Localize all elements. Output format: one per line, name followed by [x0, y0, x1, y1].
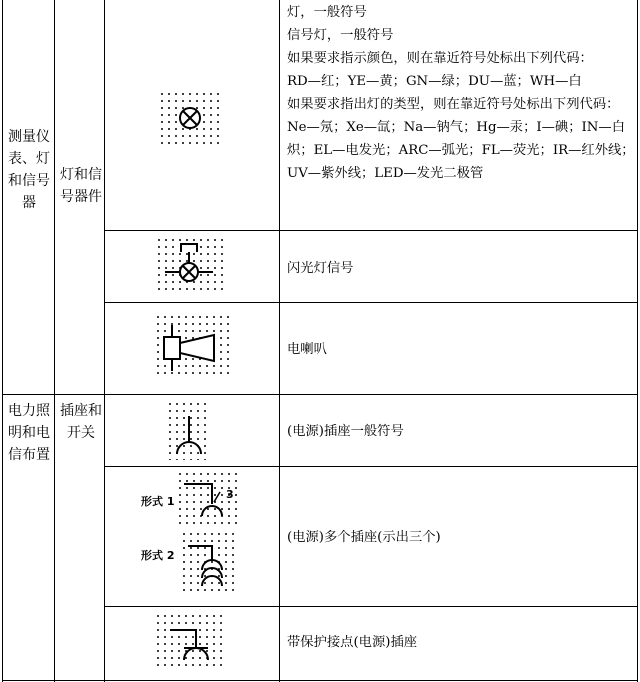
- desc-line: 带保护接点(电源)插座: [287, 635, 418, 650]
- protected-socket-icon: [156, 614, 226, 666]
- row-protected-socket-description: [287, 631, 635, 654]
- desc-line: 灯，一般符号: [287, 5, 367, 20]
- desc-line: 电喇叭: [287, 342, 327, 357]
- desc-line: 信号灯，一般符号: [287, 28, 394, 43]
- row-divider-2: [104, 302, 638, 303]
- table-border-right: [637, 0, 638, 682]
- electric-horn-icon: [156, 315, 230, 379]
- row-multi-socket-description: [287, 526, 635, 549]
- row-flashing-lamp-description: [287, 257, 635, 280]
- row-horn-description: [287, 338, 635, 361]
- socket-icon: [168, 402, 210, 460]
- row-divider-1: [104, 230, 638, 231]
- lamp-cross-circle-icon: [160, 92, 220, 144]
- desc-line: 闪光灯信号: [287, 261, 354, 276]
- desc-line: 如果要求指示颜色，则在靠近符号处标出下列代码：: [287, 51, 593, 66]
- flashing-lamp-icon: [157, 238, 223, 294]
- subcategory-sockets-switches: 插座和开关: [60, 403, 102, 441]
- form-1-label: 形式 1: [141, 495, 175, 508]
- multiple-socket-form-2-icon: [182, 532, 236, 596]
- row-divider-3: [2, 394, 638, 395]
- desc-line: (电源)插座一般符号: [287, 424, 404, 439]
- table-border-left: [2, 0, 3, 682]
- desc-line: RD—红；YE—黄；GN—绿；DU—蓝；WH—白: [287, 74, 582, 89]
- form-1-socket-count: 3: [226, 488, 234, 501]
- subcategory-lamps-signals: 灯和信号器件: [60, 167, 102, 205]
- category-power-lighting-telecom: 电力照明和电信布置: [8, 403, 50, 463]
- category-measuring-lamps-signals: 测量仪表、灯和信号器: [8, 129, 50, 211]
- column-divider-3: [279, 0, 280, 682]
- row-lamp-description: [287, 1, 635, 185]
- desc-line: Ne—氖；Xe—氙；Na—钠气；Hg—汞；I—碘；IN—白炽；EL—电发光；ARC—弧光；FL—荧光；IR—红外线；UV—紫外线；LED—发光二极管: [287, 120, 635, 181]
- column-divider-2: [104, 0, 105, 682]
- desc-line: 如果要求指出灯的类型，则在靠近符号处标出下列代码：: [287, 97, 620, 112]
- desc-line: (电源)多个插座(示出三个): [287, 530, 441, 545]
- form-2-label: 形式 2: [141, 549, 175, 562]
- column-divider-1: [54, 0, 55, 682]
- row-divider-5: [104, 606, 638, 607]
- row-divider-4: [104, 466, 638, 467]
- row-socket-description: [287, 420, 635, 443]
- table-border-bottom: [2, 680, 638, 681]
